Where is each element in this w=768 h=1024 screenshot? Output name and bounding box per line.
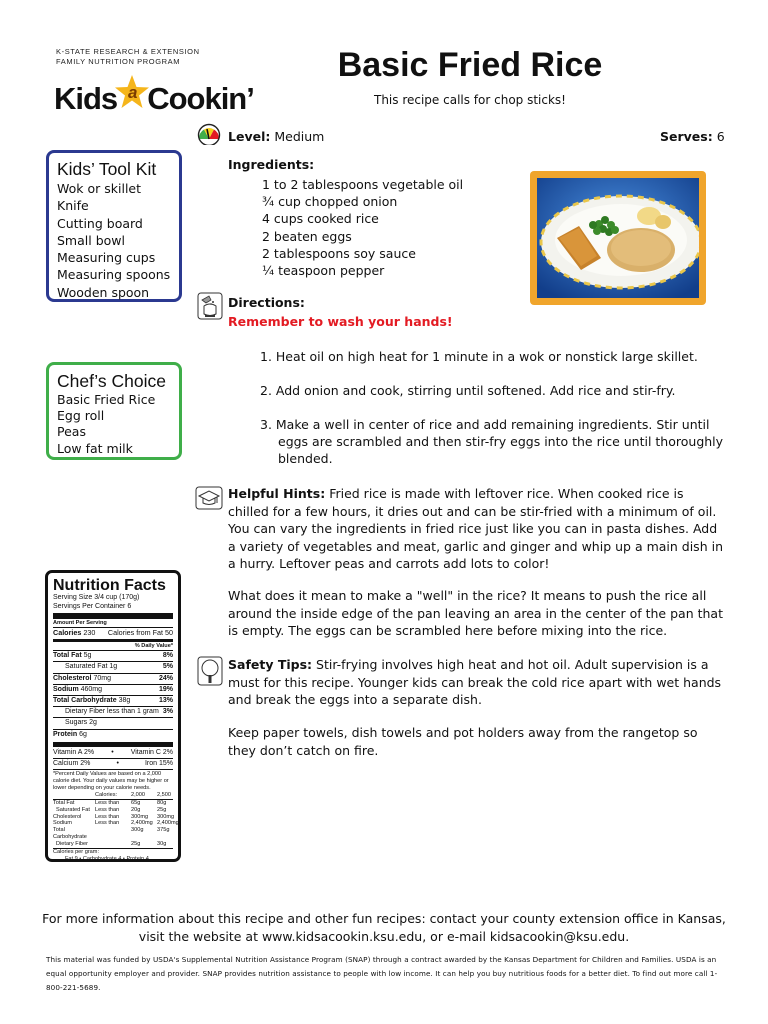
safety-tips-text [228,656,728,709]
org-name [56,47,200,67]
nutrition-footnote: *Percent Daily Values are based on a 2,000 calorie diet. Your daily values may be higher or lower depending on your calorie needs. [53,771,169,792]
list-item: Cutting board [57,215,143,231]
list-item: ¼ teaspoon pepper [262,263,385,279]
safety-tips-label: Safety Tips: [228,657,313,672]
fried-rice-photo [537,178,699,298]
list-item: Small bowl [57,232,125,248]
list-item: Wooden spoon [57,284,150,300]
list-item: 2 tablespoons soy sauce [262,245,416,261]
list-item: Low fat milk [57,440,133,456]
daily-value-header: % Daily Value* [134,643,173,650]
page-subtitle: This recipe calls for chop sticks! [373,93,566,107]
keep-away-text: Keep paper towels, dish towels and pot holders away from the rangetop so they don’t catch on fire. [228,725,698,758]
logo-word-right: Cookin’ [147,81,254,116]
vitamin-row: Vitamin A 2% • Vitamin C 2% [53,748,173,756]
logo-word-star: a [127,83,137,102]
list-item: Peas [57,424,86,440]
chefs-choice-title: Chef’s Choice [57,371,166,391]
list-item: 2 beaten eggs [262,228,352,244]
calories-from-fat: Calories from Fat 50 [107,628,173,637]
tool-kit-box [46,150,182,302]
calories-label: Calories [53,628,82,637]
list-item: Measuring spoons [57,267,171,283]
amount-per-serving: Amount Per Serving [53,620,107,626]
footer-line-1: For more information about this recipe and other fun recipes: contact your county extension office in Kansas, [42,911,726,926]
list-item: ¾ cup chopped onion [262,194,398,210]
org-line-2: FAMILY NUTRITION PROGRAM [56,57,181,66]
step-item: 3. Make a well in center of rice and add remaining ingredients. Stir until eggs are scrambled and then stir-fry eggs into the rice until thoroughly blended. [260,417,724,466]
kids-a-cookin-logo [54,78,254,117]
serves-text [660,129,725,144]
list-item: Wok or skillet [57,181,142,196]
list-item: Egg roll [57,408,105,424]
level-label: Level: [228,129,271,144]
daily-values-table-body: Total Fat Less than 65g 80g Saturated Fat Less than 20g 25g Cholesterol Less than 300mg 300mg Sodium Less than 2,400mg 2,400mg Total Carbohydrate 300g 375g Dietary Fiber 25g 30g [53,800,179,847]
list-item: Measuring cups [57,250,156,266]
page-title: Basic Fried Rice [337,46,603,84]
tool-kit-title: Kids’ Tool Kit [57,159,157,179]
safety-tips-body: Stir-frying involves high heat and hot oil. Adult supervision is a must for this recipe. Younger kids can break the cold rice apart with wet hands and break the eggs into a separate dish. [228,657,722,707]
level-gauge-icon [196,121,222,149]
nutrition-facts-label [45,570,181,862]
tool-kit-list [57,180,171,301]
nutrient-row: Cholesterol 70mg 24% [53,673,173,684]
calories-per-gram: Calories per gram: [53,848,100,855]
list-item: 1 to 2 tablespoons vegetable oil [262,177,464,192]
nutrient-row: Protein 6g [53,729,173,740]
list-item: Basic Fried Rice [57,392,156,407]
logo-word-left: Kids [54,81,118,116]
serving-size: Serving Size 3/4 cup (170g) [53,594,140,601]
snap-safety-icon [197,656,223,690]
vitamin-row: Calcium 2% • Iron 15% [53,758,173,769]
list-item: Knife [57,198,89,214]
footer-info [40,910,728,946]
well-explanation: What does it mean to make a "well" in the rice? It means to push the rice all around the inside edge of the pan leaving an area in the center of the pan that is empty. The eggs can be scrambled here before mixing into the rice. [228,588,723,638]
calories-row [53,627,173,638]
helpful-hints-label: Helpful Hints: [228,486,326,501]
wash-hands-reminder: Remember to wash your hands! [228,314,453,329]
level-value: Medium [274,129,325,144]
footer-line-2: visit the website at www.kidsacookin.ksu.edu, or e-mail kidsacookin@ksu.edu. [138,929,630,944]
footer-disclaimer: This material was funded by USDA's Supplemental Nutrition Assistance Program (SNAP) through a contract awarded by the Kansas Department for Children and Families. USDA is an equal opportunity employer and provider. SNAP provides nutrition assistance to people with low income. It can help you buy nutritious foods for a better diet. To find out more call 1-800-221-5689. [46,955,718,992]
handwash-icon [197,292,223,324]
chefs-choice-box [46,362,182,460]
star-logo-icon [115,78,149,112]
step-item: 2. Add onion and cook, stirring until softened. Add rice and stir-fry. [260,383,676,398]
serves-label: Serves: [660,129,713,144]
serves-value: 6 [716,129,725,144]
helpful-hints-text [228,485,728,573]
nutrient-row: Saturated Fat 1g 5% [53,661,173,672]
ingredients-list [262,176,463,279]
nutrient-row: Sodium 460mg 19% [53,684,173,695]
step-item: 1. Heat oil on high heat for 1 minute in a wok or nonstick large skillet. [260,349,698,364]
nutrient-row: Total Fat 5g 8% [53,650,173,661]
nutrient-row: Total Carbohydrate 38g 13% [53,695,173,706]
directions-steps [260,348,730,484]
ingredients-title: Ingredients: [228,157,315,172]
helpful-hints-body: Fried rice is made with leftover rice. When cooked rice is chilled for a few hours, it dries out and can be stir-fried with a minimum of oil. You can vary the ingredients in fried rice just like you can in pasta dishes. Add a variety of vegetables and meat, garlic and ginger and whip up a main dish in a hurry. Leftover peas and carrots add lots to color! [228,486,723,571]
nutrient-row: Sugars 2g [53,717,173,728]
calories-value: 230 [83,628,96,637]
nutrient-row: Dietary Fiber less than 1 gram 3% [53,706,173,717]
calories-per-gram-values: Fat 9 • Carbohydrate 4 • Protein 4 [65,855,149,862]
nutrition-title: Nutrition Facts [53,577,166,594]
org-line-1: K-STATE RESEARCH & EXTENSION [56,47,200,56]
chefs-choice-list [57,392,171,457]
list-item: 4 cups cooked rice [262,211,379,227]
level-text [228,129,324,144]
daily-values-table: Calories: 2,000 2,500 [95,792,171,799]
directions-title: Directions: [228,295,305,310]
servings-per-container: Servings Per Container 6 [53,602,132,610]
graduation-cap-icon [195,486,223,514]
